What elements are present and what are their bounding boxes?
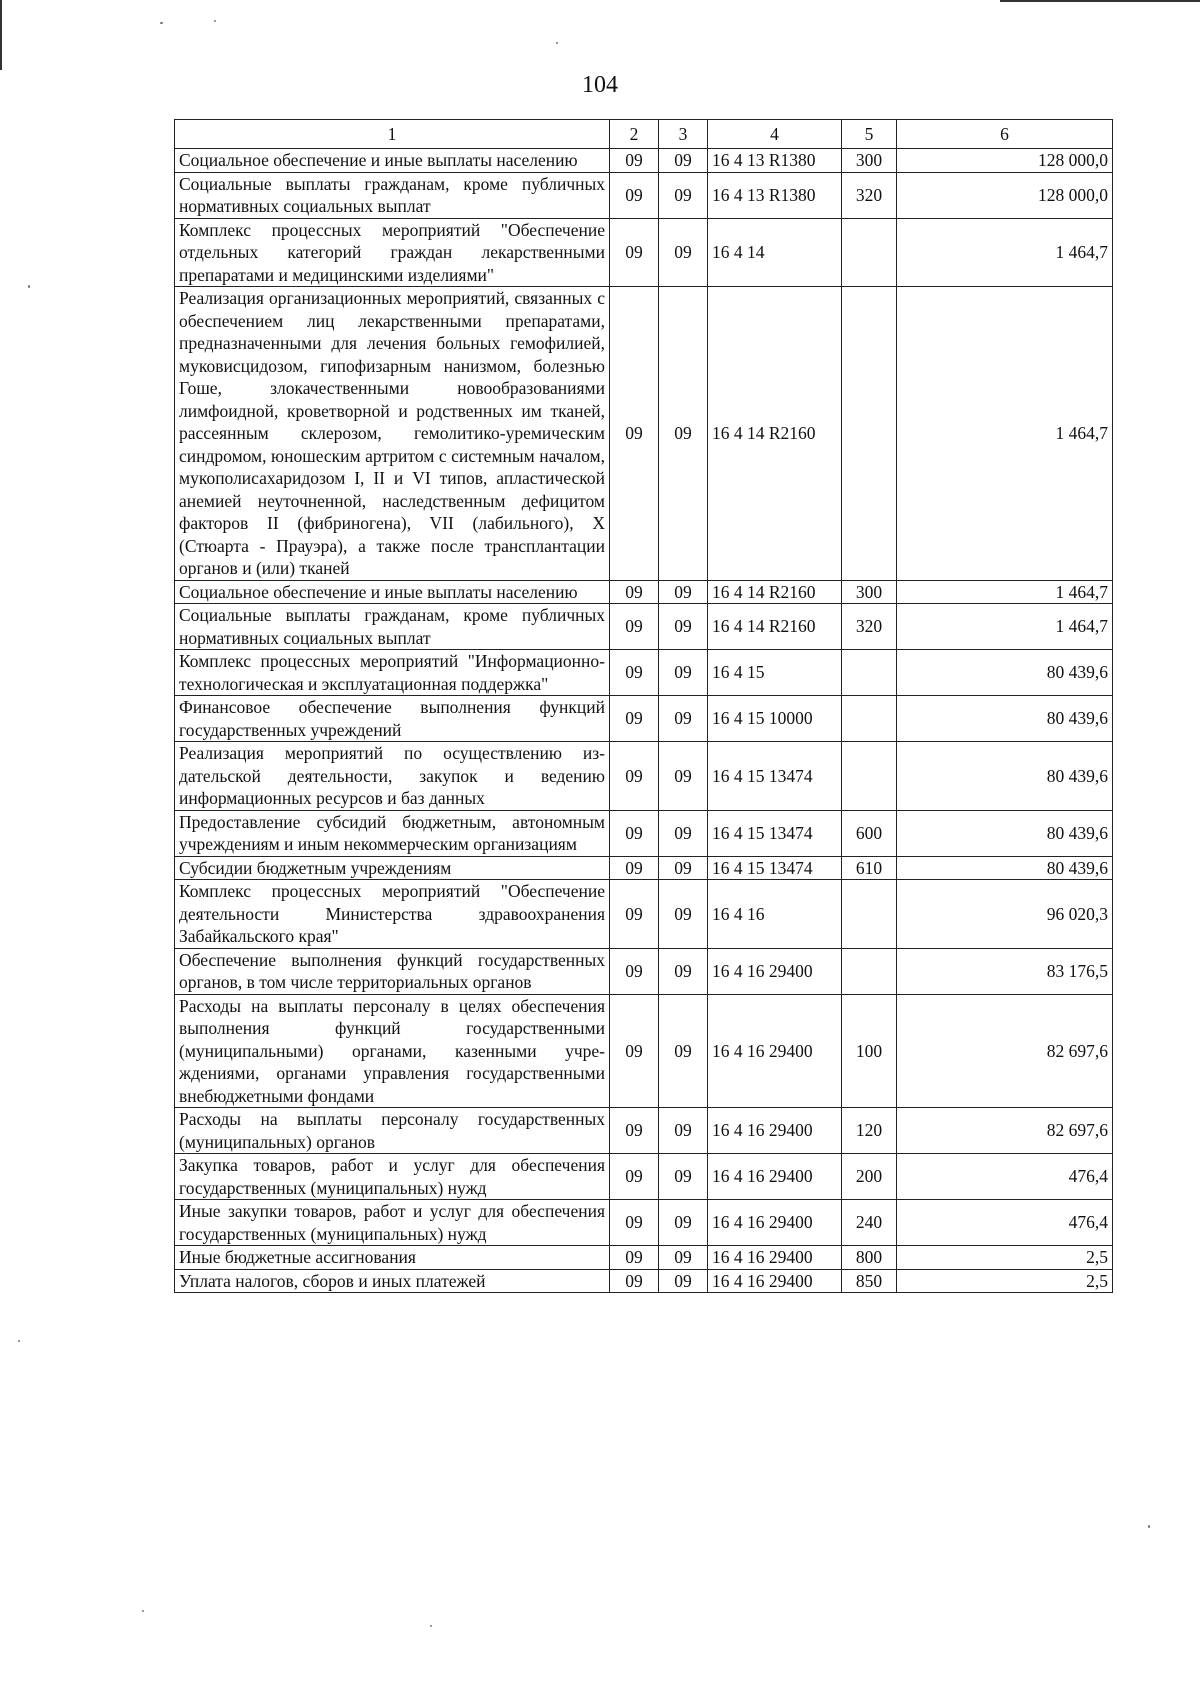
row-expense-type-cell: 600 bbox=[842, 810, 897, 856]
row-subsection-cell: 09 bbox=[659, 1200, 708, 1246]
row-subsection-cell: 09 bbox=[659, 742, 708, 811]
row-amount-cell: 2,5 bbox=[897, 1246, 1113, 1270]
row-amount-cell: 1 464,7 bbox=[897, 287, 1113, 581]
row-subsection-cell: 09 bbox=[659, 1108, 708, 1154]
row-name-cell: Иные закупки товаров, работ и услуг для обеспечения государственных (муниципальных) нужд bbox=[175, 1200, 610, 1246]
row-target-code-cell: 16 4 16 29400 bbox=[708, 1269, 842, 1293]
row-amount-cell: 96 020,3 bbox=[897, 880, 1113, 949]
row-expense-type-cell bbox=[842, 742, 897, 811]
scan-speck bbox=[28, 285, 30, 288]
row-target-code-cell: 16 4 15 13474 bbox=[708, 742, 842, 811]
row-amount-cell: 80 439,6 bbox=[897, 696, 1113, 742]
row-name-cell: Обеспечение выполнения функций государственных органов, в том числе территориальных органов bbox=[175, 948, 610, 994]
row-expense-type-cell: 200 bbox=[842, 1154, 897, 1200]
row-expense-type-cell: 120 bbox=[842, 1108, 897, 1154]
row-subsection-cell: 09 bbox=[659, 1246, 708, 1270]
row-name-cell: Социальное обеспечение и иные выплаты населению bbox=[175, 580, 610, 604]
table-row bbox=[175, 1108, 1113, 1154]
row-target-code-cell: 16 4 16 29400 bbox=[708, 1246, 842, 1270]
row-amount-cell: 1 464,7 bbox=[897, 218, 1113, 287]
row-amount-cell: 80 439,6 bbox=[897, 856, 1113, 880]
scan-speck bbox=[1148, 1525, 1150, 1528]
row-amount-cell: 82 697,6 bbox=[897, 1108, 1113, 1154]
row-amount-cell: 128 000,0 bbox=[897, 149, 1113, 173]
row-target-code-cell: 16 4 16 29400 bbox=[708, 1154, 842, 1200]
row-section-cell: 09 bbox=[610, 218, 659, 287]
scan-speck bbox=[142, 1610, 144, 1612]
row-subsection-cell: 09 bbox=[659, 650, 708, 696]
row-expense-type-cell bbox=[842, 948, 897, 994]
row-expense-type-cell: 300 bbox=[842, 580, 897, 604]
row-subsection-cell: 09 bbox=[659, 696, 708, 742]
row-name-cell: Финансовое обеспечение выполнения функций государственных учреждений bbox=[175, 696, 610, 742]
row-expense-type-cell: 100 bbox=[842, 994, 897, 1108]
row-amount-cell: 83 176,5 bbox=[897, 948, 1113, 994]
table-row bbox=[175, 948, 1113, 994]
table-row bbox=[175, 580, 1113, 604]
row-expense-type-cell bbox=[842, 880, 897, 949]
row-subsection-cell: 09 bbox=[659, 287, 708, 581]
row-target-code-cell: 16 4 16 bbox=[708, 880, 842, 949]
row-amount-cell: 82 697,6 bbox=[897, 994, 1113, 1108]
column-header: 6 bbox=[897, 120, 1113, 149]
row-section-cell: 09 bbox=[610, 1108, 659, 1154]
row-name-cell: Расходы на выплаты персоналу государственных (муниципальных) органов bbox=[175, 1108, 610, 1154]
row-name-cell: Иные бюджетные ассигнования bbox=[175, 1246, 610, 1270]
table-row bbox=[175, 172, 1113, 218]
row-expense-type-cell bbox=[842, 696, 897, 742]
table-row bbox=[175, 856, 1113, 880]
page-number: 104 bbox=[582, 72, 618, 98]
row-amount-cell: 80 439,6 bbox=[897, 650, 1113, 696]
row-target-code-cell: 16 4 16 29400 bbox=[708, 1108, 842, 1154]
column-header: 3 bbox=[659, 120, 708, 149]
scan-edge-line-left bbox=[0, 0, 2, 70]
row-expense-type-cell bbox=[842, 287, 897, 581]
column-header: 1 bbox=[175, 120, 610, 149]
row-amount-cell: 1 464,7 bbox=[897, 604, 1113, 650]
row-name-cell: Уплата налогов, сборов и иных платежей bbox=[175, 1269, 610, 1293]
row-section-cell: 09 bbox=[610, 1246, 659, 1270]
table-row bbox=[175, 880, 1113, 949]
row-target-code-cell: 16 4 14 R2160 bbox=[708, 287, 842, 581]
row-section-cell: 09 bbox=[610, 742, 659, 811]
row-expense-type-cell: 320 bbox=[842, 172, 897, 218]
table-row bbox=[175, 287, 1113, 581]
row-name-cell: Социальное обеспечение и иные выплаты населению bbox=[175, 149, 610, 173]
row-name-cell: Расходы на выплаты персоналу в целях обеспечения выполнения функций государственными (муниципальными) органами, казенными учреждениями, органами управления государственными внебюджетными фондами bbox=[175, 994, 610, 1108]
table-row bbox=[175, 149, 1113, 173]
scan-edge-line-top bbox=[1000, 0, 1200, 2]
table-row bbox=[175, 650, 1113, 696]
row-expense-type-cell bbox=[842, 650, 897, 696]
scan-speck bbox=[214, 20, 216, 22]
table-row bbox=[175, 810, 1113, 856]
row-amount-cell: 128 000,0 bbox=[897, 172, 1113, 218]
row-section-cell: 09 bbox=[610, 1154, 659, 1200]
row-target-code-cell: 16 4 14 R2160 bbox=[708, 580, 842, 604]
row-expense-type-cell bbox=[842, 218, 897, 287]
row-name-cell: Реализация мероприятий по осуществлению издательской деятельности, закупок и ведению информационных ресурсов и баз данных bbox=[175, 742, 610, 811]
table-row bbox=[175, 1246, 1113, 1270]
row-name-cell: Комплекс процессных мероприятий "Обеспечение отдельных категорий граждан лекарственными препаратами и медицинскими изделиями" bbox=[175, 218, 610, 287]
row-section-cell: 09 bbox=[610, 948, 659, 994]
row-amount-cell: 80 439,6 bbox=[897, 810, 1113, 856]
row-subsection-cell: 09 bbox=[659, 149, 708, 173]
budget-table bbox=[174, 119, 1113, 1293]
row-section-cell: 09 bbox=[610, 1269, 659, 1293]
row-expense-type-cell: 320 bbox=[842, 604, 897, 650]
table-row bbox=[175, 218, 1113, 287]
row-expense-type-cell: 610 bbox=[842, 856, 897, 880]
scan-speck bbox=[430, 1625, 432, 1627]
scan-speck bbox=[556, 42, 558, 44]
row-subsection-cell: 09 bbox=[659, 994, 708, 1108]
table-row bbox=[175, 696, 1113, 742]
row-subsection-cell: 09 bbox=[659, 810, 708, 856]
scan-speck bbox=[160, 22, 163, 24]
row-target-code-cell: 16 4 15 13474 bbox=[708, 856, 842, 880]
row-subsection-cell: 09 bbox=[659, 580, 708, 604]
row-section-cell: 09 bbox=[610, 994, 659, 1108]
row-section-cell: 09 bbox=[610, 604, 659, 650]
column-header: 4 bbox=[708, 120, 842, 149]
row-subsection-cell: 09 bbox=[659, 604, 708, 650]
row-expense-type-cell: 800 bbox=[842, 1246, 897, 1270]
row-expense-type-cell: 300 bbox=[842, 149, 897, 173]
row-name-cell: Социальные выплаты гражданам, кроме публичных нормативных социальных выплат bbox=[175, 604, 610, 650]
row-expense-type-cell: 240 bbox=[842, 1200, 897, 1246]
row-subsection-cell: 09 bbox=[659, 948, 708, 994]
row-subsection-cell: 09 bbox=[659, 856, 708, 880]
row-target-code-cell: 16 4 15 bbox=[708, 650, 842, 696]
row-section-cell: 09 bbox=[610, 696, 659, 742]
table-row bbox=[175, 1269, 1113, 1293]
row-name-cell: Комплекс процессных мероприятий "Обеспечение деятельности Министерства здравоохранения Забайкальского края" bbox=[175, 880, 610, 949]
column-header: 2 bbox=[610, 120, 659, 149]
row-target-code-cell: 16 4 13 R1380 bbox=[708, 172, 842, 218]
row-subsection-cell: 09 bbox=[659, 1269, 708, 1293]
table-row bbox=[175, 1200, 1113, 1246]
row-name-cell: Субсидии бюджетным учреждениям bbox=[175, 856, 610, 880]
row-target-code-cell: 16 4 15 10000 bbox=[708, 696, 842, 742]
row-section-cell: 09 bbox=[610, 650, 659, 696]
row-name-cell: Социальные выплаты гражданам, кроме публичных нормативных социальных выплат bbox=[175, 172, 610, 218]
column-header: 5 bbox=[842, 120, 897, 149]
table-header-row bbox=[175, 120, 1113, 149]
row-subsection-cell: 09 bbox=[659, 172, 708, 218]
row-name-cell: Предоставление субсидий бюджетным, автономным учреждениям и иным некоммерческим организациям bbox=[175, 810, 610, 856]
row-name-cell: Закупка товаров, работ и услуг для обеспечения государственных (муниципальных) нужд bbox=[175, 1154, 610, 1200]
row-name-cell: Комплекс процессных мероприятий "Информационно-технологическая и эксплуатационная поддержка" bbox=[175, 650, 610, 696]
table-row bbox=[175, 742, 1113, 811]
row-name-cell: Реализация организационных мероприятий, связанных с обеспечением лиц лекарственными препаратами, предназначенными для лечения больных гемофилией, муковисцидозом, гипофизарным нанизмом, болезнью Гоше, злокачественными новообразованиями лимфоидной, кроветворной и родственных им тканей, рассеянным склерозом, гемолитико-уремическим синдромом, юношеским артритом с системным началом, мукополисахаридозом I, II и VI типов, апластической анемией неуточненной, наследственным дефицитом факторов II (фибриногена), VII (лабильного), X (Стюарта - Прауэра), а также после трансплантации органов и (или) тканей bbox=[175, 287, 610, 581]
row-target-code-cell: 16 4 13 R1380 bbox=[708, 149, 842, 173]
row-section-cell: 09 bbox=[610, 880, 659, 949]
row-target-code-cell: 16 4 14 bbox=[708, 218, 842, 287]
table-row bbox=[175, 1154, 1113, 1200]
row-amount-cell: 476,4 bbox=[897, 1154, 1113, 1200]
row-subsection-cell: 09 bbox=[659, 880, 708, 949]
row-target-code-cell: 16 4 14 R2160 bbox=[708, 604, 842, 650]
row-expense-type-cell: 850 bbox=[842, 1269, 897, 1293]
row-subsection-cell: 09 bbox=[659, 218, 708, 287]
table-row bbox=[175, 994, 1113, 1108]
row-amount-cell: 80 439,6 bbox=[897, 742, 1113, 811]
table-body bbox=[175, 149, 1113, 1293]
row-subsection-cell: 09 bbox=[659, 1154, 708, 1200]
row-section-cell: 09 bbox=[610, 1200, 659, 1246]
row-section-cell: 09 bbox=[610, 810, 659, 856]
table-row bbox=[175, 604, 1113, 650]
row-section-cell: 09 bbox=[610, 287, 659, 581]
row-target-code-cell: 16 4 16 29400 bbox=[708, 1200, 842, 1246]
row-target-code-cell: 16 4 15 13474 bbox=[708, 810, 842, 856]
row-target-code-cell: 16 4 16 29400 bbox=[708, 994, 842, 1108]
row-section-cell: 09 bbox=[610, 172, 659, 218]
row-amount-cell: 1 464,7 bbox=[897, 580, 1113, 604]
row-target-code-cell: 16 4 16 29400 bbox=[708, 948, 842, 994]
row-section-cell: 09 bbox=[610, 149, 659, 173]
row-amount-cell: 476,4 bbox=[897, 1200, 1113, 1246]
row-section-cell: 09 bbox=[610, 580, 659, 604]
scan-speck bbox=[18, 1340, 20, 1342]
row-amount-cell: 2,5 bbox=[897, 1269, 1113, 1293]
row-section-cell: 09 bbox=[610, 856, 659, 880]
